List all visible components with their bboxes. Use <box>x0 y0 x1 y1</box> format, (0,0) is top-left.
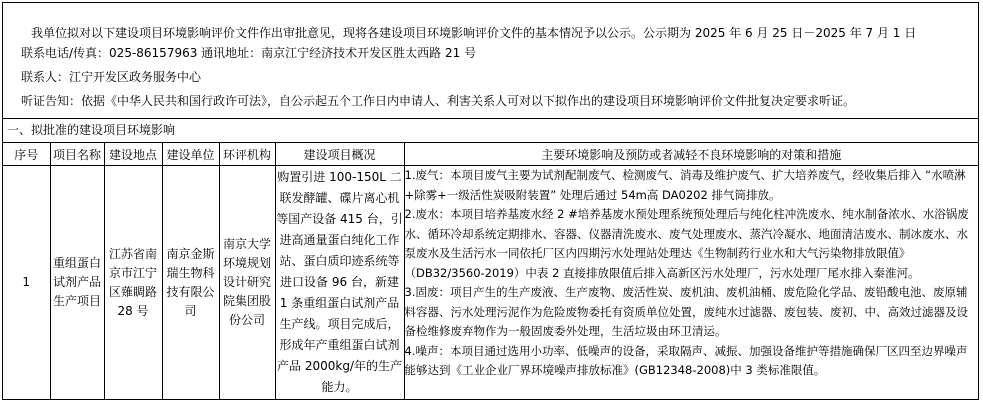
header-eia-agency: 环评机构 <box>219 143 275 166</box>
cell-measures <box>404 166 978 400</box>
header-overview: 建设项目概况 <box>275 143 404 166</box>
measure-noise: 4.噪声：本项目通过选用小功率、低噪声的设备，采取隔声、减振、加强设备维护等措施确保厂区四至边界噪声能够达到《工业企业厂界环境噪声排放标准》(GB12348-2008)中 3 类标准限值。 <box>404 343 968 377</box>
project-table <box>3 143 978 399</box>
header-location: 建设地点 <box>104 143 162 166</box>
header-project-name: 项目名称 <box>50 143 104 166</box>
header-measures: 主要环境影响及预防或者减轻不良环境影响的对策和措施 <box>404 143 978 166</box>
contact-person: 联系人：江宁开发区政务服务中心 <box>21 70 202 84</box>
cell-overview: 购置引进 100-150L 二联发酵罐、碟片离心机等国产设备 415 台，引进高通量蛋白纯化工作站、蛋白质印迹系统等进口设备 96 台，新建 1 条重组蛋白试剂产品生产线。项目完成后，形成年产重组蛋白试剂产品 2000kg/年的生产能力。 <box>275 166 404 400</box>
notice-statement: 我单位拟对以下建设项目环境影响评价文件作出审批意见，现将各建设项目环境影响评价文件的基本情况予以公示。公示期为 2025 年 6 月 25 日－2025 年 7 月 1 日 <box>31 26 917 40</box>
table-header-row <box>3 143 978 166</box>
measure-solid-waste: 3.固废：项目产生的生产废液、生产废物、废活性炭、废机油、废机油桶、废危险化学品、废铅酸电池、废原辅料容器、污水处理污泥作为危险废物委托有资质单位处置，废纯水过滤器、废包装、废初、中、高效过滤器及设备检维修废弃物作为一般固废委外处理，生活垃圾由环卫清运。 <box>404 285 968 338</box>
table-row <box>3 166 978 400</box>
cell-project-name: 重组蛋白试剂产品生产项目 <box>50 166 104 400</box>
notice-intro <box>3 3 978 119</box>
measure-wastewater: 2.废水：本项目培养基废水经 2 #培养基废水预处理系统预处理后与纯化柱冲洗废水、纯水制备浓水、水浴锅废水、循环冷却系统定期排水、容器、仪器清洗废水、废气处理废水、蒸汽冷凝水、地面清洁废水、制冰废水、水泵废水及生活污水一同依托厂区内四期污水处理站处理达《生物制药行业水和大气污染物排放限值》（DB32/3560-2019）中表 2 直接排放限值后排入高新区污水处理厂，污水处理厂尾水排入秦淮河。 <box>404 207 969 280</box>
section-title: 一、拟批准的建设项目环境影响 <box>3 119 978 143</box>
header-index: 序号 <box>3 143 50 166</box>
header-builder: 建设单位 <box>162 143 219 166</box>
contact-phone-address: 联系电话/传真：025-86157963 通讯地址：南京江宁经济技术开发区胜太西路 21 号 <box>21 46 477 60</box>
cell-index: 1 <box>3 166 50 400</box>
cell-location: 江苏省南京市江宁区薙睭路28 号 <box>104 166 162 400</box>
measure-exhaust-gas: 1.废气：本项目废气主要为试剂配制废气、检测废气、消毒及维护废气、扩大培养废气，经收集后排入 “水喷淋+除雾+一级活性炭吸附装置” 处理后通过 54m高 DA0202 排气筒排放。 <box>404 168 966 202</box>
notice-document <box>2 2 979 400</box>
cell-eia-agency: 南京大学环境规划设计研究院集团股份公司 <box>219 166 275 400</box>
cell-builder: 南京金斯瑞生物科技有限公司 <box>162 166 219 400</box>
hearing-notice: 听证告知：依据《中华人民共和国行政许可法》，自公示起五个工作日内申请人、利害关系人可对以下拟作出的建设项目环境影响评价文件批复决定要求听证。 <box>21 94 856 108</box>
